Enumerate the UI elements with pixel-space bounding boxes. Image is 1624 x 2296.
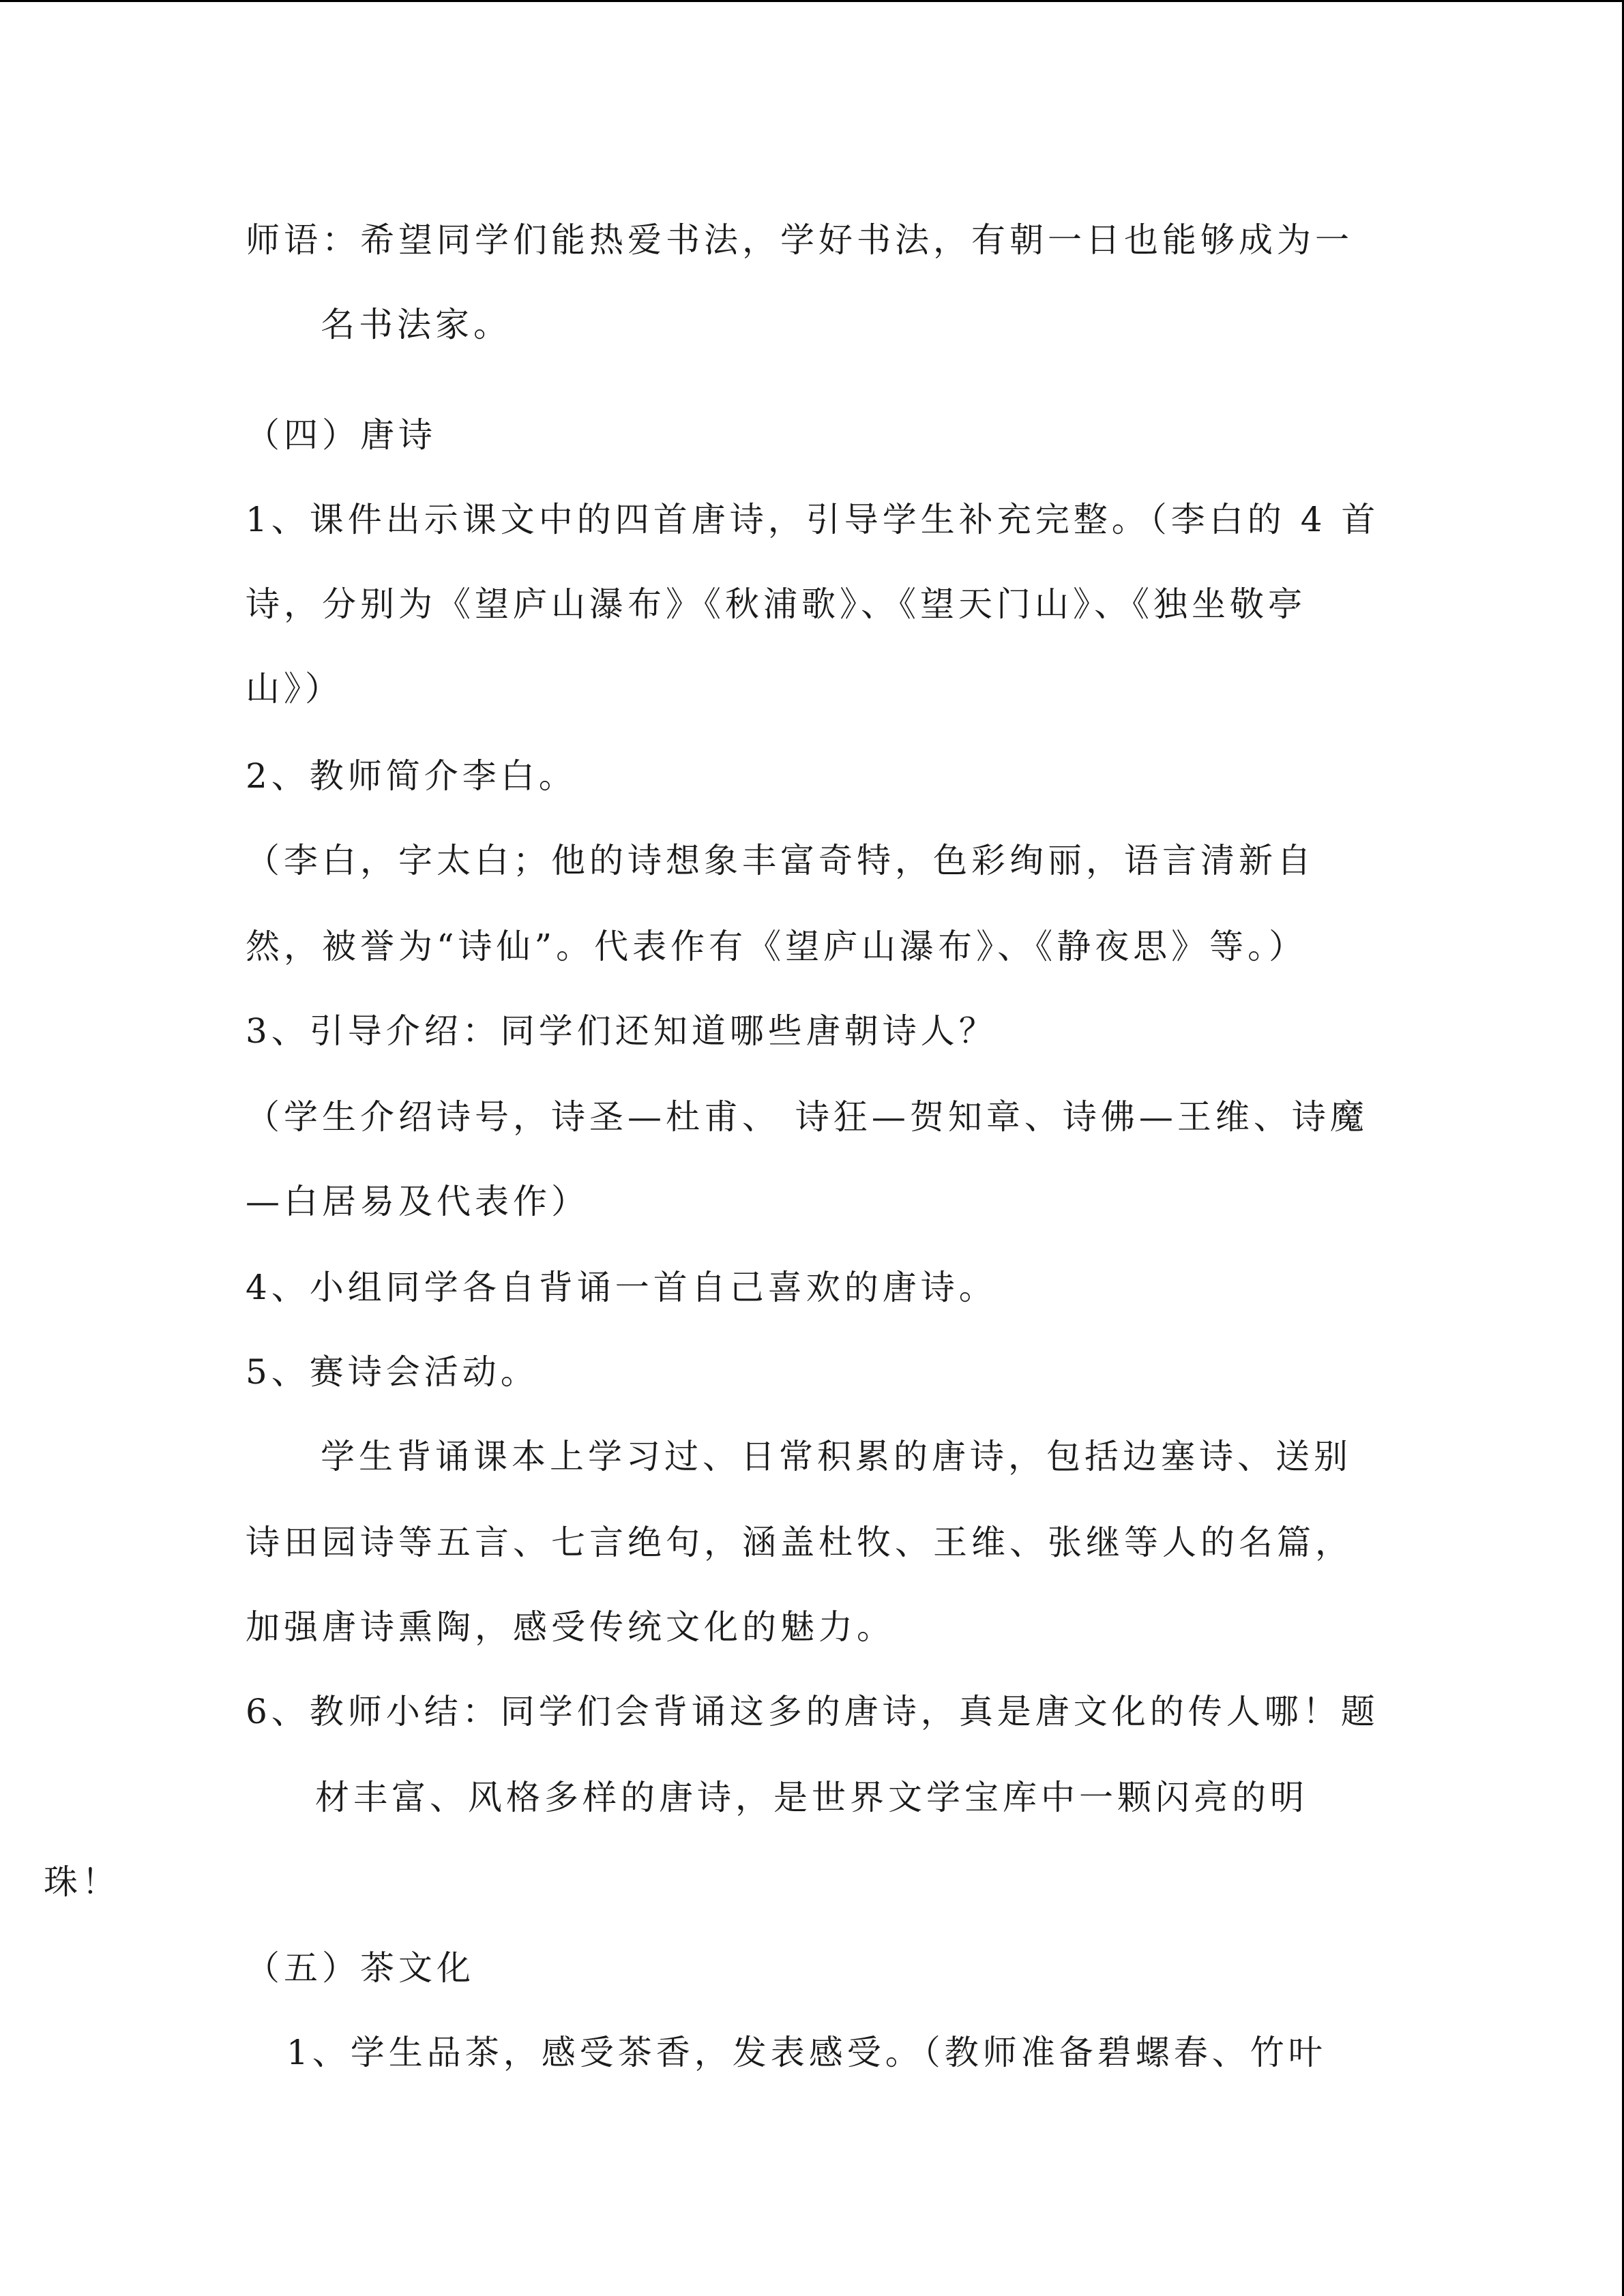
text-line-item-6-cont2: 珠！ — [44, 1862, 120, 1902]
text-line-li-bai-intro-cont: 然，被誉为“诗仙”。代表作有《望庐山瀑布》、《静夜思》等。） — [246, 927, 1308, 966]
section-heading-tang-poetry: （四）唐诗 — [246, 415, 437, 455]
text-line-li-bai-intro: （李白，字太白；他的诗想象丰富奇特，色彩绚丽，语言清新自 — [246, 841, 1315, 880]
text-line-tea-item-1: 1、学生品茶，感受茶香，发表感受。（教师准备碧螺春、竹叶 — [286, 2033, 1327, 2072]
text-line-item-6: 6、教师小结：同学们会背诵这多的唐诗，真是唐文化的传人哪！题 — [246, 1692, 1379, 1731]
section-heading-tea-culture: （五）茶文化 — [246, 1948, 475, 1988]
text-line-item-4: 4、小组同学各自背诵一首自己喜欢的唐诗。 — [246, 1268, 997, 1307]
text-line-item-1-cont: 诗，分别为《望庐山瀑布》《秋浦歌》、《望天门山》、《独坐敬亭 — [246, 584, 1306, 624]
text-line-recital-cont: 诗田园诗等五言、七言绝句，涵盖杜牧、王维、张继等人的名篇， — [246, 1523, 1353, 1562]
text-line-item-5: 5、赛诗会活动。 — [246, 1352, 539, 1392]
text-line-recital-cont2: 加强唐诗熏陶，感受传统文化的魅力。 — [246, 1607, 895, 1647]
text-line-item-3: 3、引导介绍：同学们还知道哪些唐朝诗人？ — [246, 1011, 997, 1051]
text-line-item-6-cont: 材丰富、风格多样的唐诗，是世界文学宝库中一颗闪亮的明 — [315, 1778, 1308, 1817]
text-line-item-1-cont2: 山》） — [246, 669, 343, 709]
text-line-item-1: 1、课件出示课文中的四首唐诗，引导学生补充完整。（李白的 4 首 — [246, 500, 1380, 539]
text-line-poets: （学生介绍诗号，诗圣—杜甫、 诗狂—贺知章、诗佛—王维、诗魔 — [246, 1097, 1368, 1137]
text-line-teacher-words: 师语：希望同学们能热爱书法，学好书法，有朝一日也能够成为一 — [246, 220, 1353, 260]
text-line-poets-cont: —白居易及代表作） — [246, 1182, 589, 1221]
page-top-border — [0, 0, 1624, 2]
text-line-recital: 学生背诵课本上学习过、日常积累的唐诗，包括边塞诗、送别 — [321, 1437, 1352, 1476]
text-line-teacher-words-cont: 名书法家。 — [321, 305, 512, 344]
text-line-item-2: 2、教师简介李白。 — [246, 756, 577, 796]
